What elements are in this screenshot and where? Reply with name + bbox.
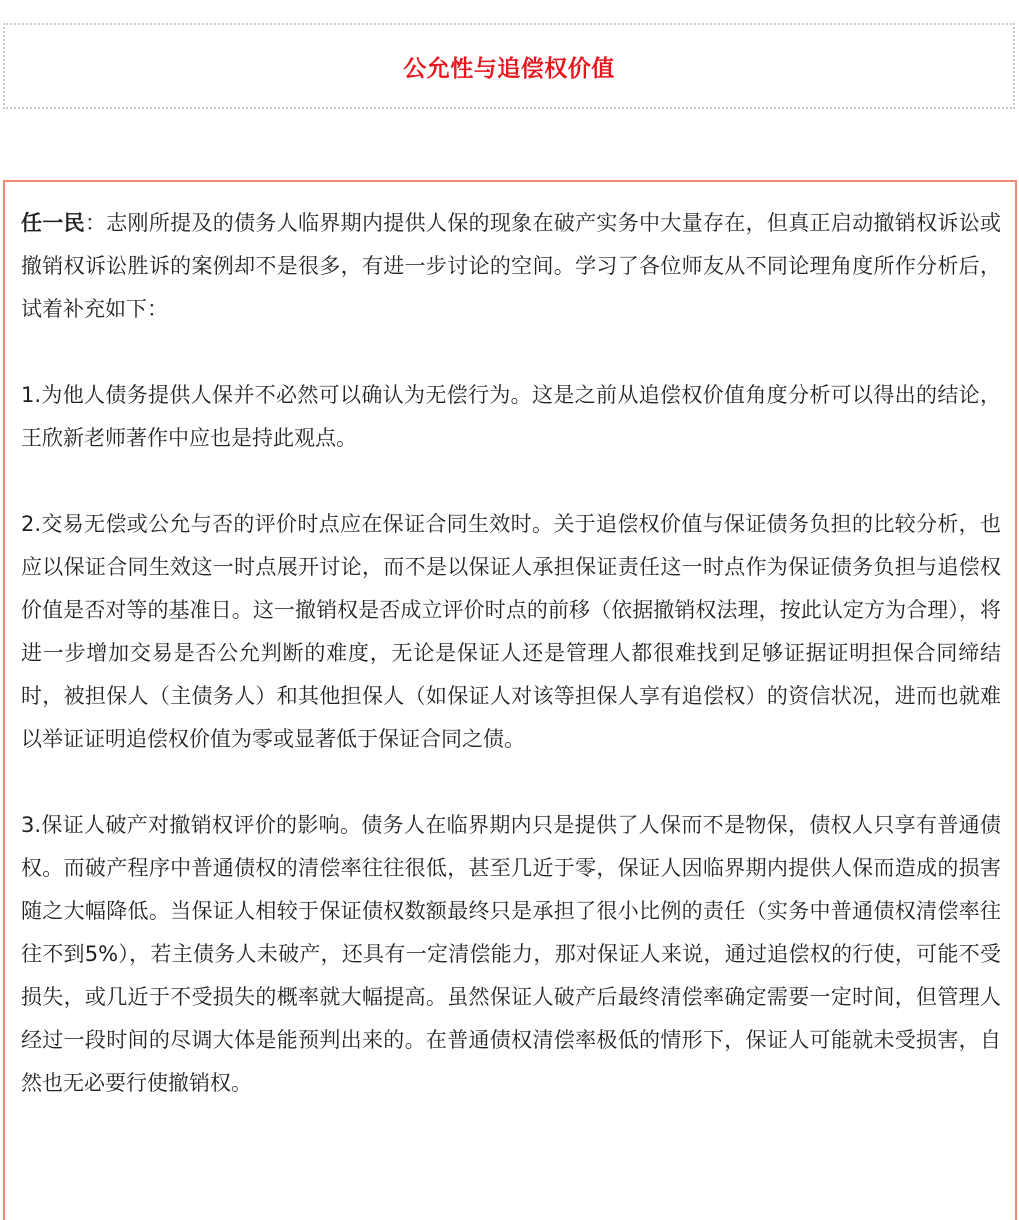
point-1-paragraph: 1.为他人债务提供人保并不必然可以确认为无偿行为。这是之前从追偿权价值角度分析可以得出的结论，王欣新老师著作中应也是持此观点。	[21, 383, 1001, 450]
speaker-name: 任一民	[21, 211, 85, 235]
intro-text: ：志刚所提及的债务人临界期内提供人保的现象在破产实务中大量存在，但真正启动撤销权诉讼或撤销权诉讼胜诉的案例却不是很多，有进一步讨论的空间。学习了各位师友从不同论理角度所作分析后，试着补充如下：	[21, 211, 1002, 321]
article-title: 公允性与追偿权价值	[403, 55, 615, 82]
point-3-paragraph: 3.保证人破产对撤销权评价的影响。债务人在临界期内只是提供了人保而不是物保，债权人只享有普通债权。而破产程序中普通债权的清偿率往往很低，甚至几近于零，保证人因临界期内提供人保而造成的损害随之大幅降低。当保证人相较于保证债权数额最终只是承担了很小比例的责任（实务中普通债权清偿率往往不到5%），若主债务人未破产，还具有一定清偿能力，那对保证人来说，通过追偿权的行使，可能不受损失，或几近于不受损失的概率就大幅提高。虽然保证人破产后最终清偿率确定需要一定时间，但管理人经过一段时间的尽调大体是能预判出来的。在普通债权清偿率极低的情形下，保证人可能就未受损害，自然也无必要行使撤销权。	[21, 813, 1001, 1095]
article-title-box	[3, 23, 1015, 109]
intro-paragraph	[21, 202, 1001, 331]
point-2-paragraph: 2.交易无偿或公允与否的评价时点应在保证合同生效时。关于追偿权价值与保证债务负担的比较分析，也应以保证合同生效这一时点展开讨论，而不是以保证人承担保证责任这一时点作为保证债务负担与追偿权价值是否对等的基准日。这一撤销权是否成立评价时点的前移（依据撤销权法理，按此认定方为合理），将进一步增加交易是否公允判断的难度，无论是保证人还是管理人都很难找到足够证据证明担保合同缔结时，被担保人（主债务人）和其他担保人（如保证人对该等担保人享有追偿权）的资信状况，进而也就难以举证证明追偿权价值为零或显著低于保证合同之债。	[21, 512, 1001, 751]
article-body	[3, 180, 1017, 1220]
